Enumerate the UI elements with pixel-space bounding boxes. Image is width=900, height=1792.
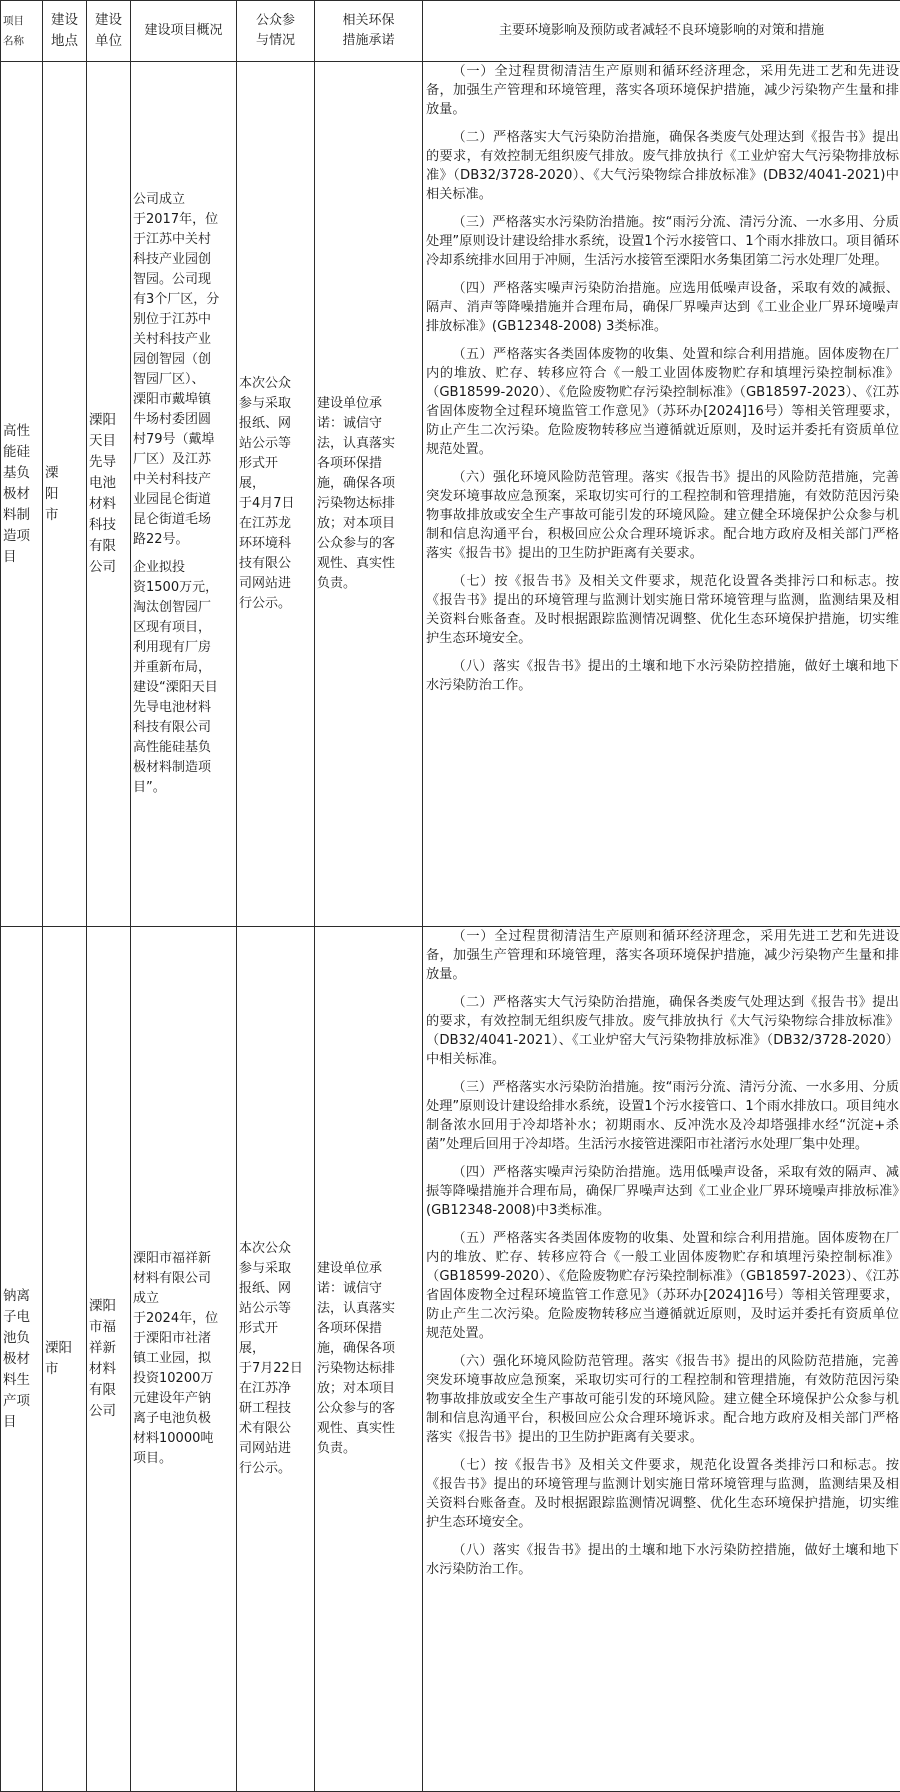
header-overview: 建设项目概况 — [131, 1, 237, 62]
measure-item: （四）严格落实噪声污染防治措施。应选用低噪声设备，采取有效的减振、隔声、消声等降噪措施并合理布局，确保厂界噪声达到《工业企业厂界环境噪声排放标准》(GB12348-2008) 3类标准。 — [426, 279, 899, 336]
header-project-name: 项目 名称 — [1, 1, 43, 62]
header-promise: 相关环保 措施承诺 — [315, 1, 423, 62]
measure-item: （一）全过程贯彻清洁生产原则和循环经济理念，采用先进工艺和先进设备，加强生产管理和环境管理，落实各项环境保护措施，减少污染物产生量和排放量。 — [426, 927, 899, 984]
overview-cell — [131, 62, 237, 927]
overview-paragraph: 企业拟投 资1500万元， 淘汰创智园厂 区现有项目， 利用现有厂房 并重新布局， 建设“溧阳天目 先导电池材料 科技有限公司 高性能硅基负 极材料制造项 目”。 — [133, 558, 234, 798]
measure-item: （八）落实《报告书》提出的土壤和地下水污染防控措施，做好土壤和地下水污染防治工作。 — [426, 1541, 899, 1579]
promise-cell: 建设单位承 诺：诚信守 法，认真落实 各项环保措 施，确保各项 污染物达标排 放；对本项目 公众参与的客 观性、真实性 负责。 — [315, 927, 423, 1792]
measure-item: （五）严格落实各类固体废物的收集、处置和综合利用措施。固体废物在厂内的堆放、贮存、转移应符合《一般工业固体废物贮存和填埋污染控制标准》（GB18599-2020）、《危险废物贮存污染控制标准》（GB18597-2023）、《江苏省固体废物全过程环境监管工作意见》（苏环办[2024]16号）等相关管理要求，防止产生二次污染。危险废物转移应当遵循就近原则，及时运并委托有资质单位规范处置。 — [426, 1229, 899, 1343]
measure-item: （五）严格落实各类固体废物的收集、处置和综合利用措施。固体废物在厂内的堆放、贮存、转移应符合《一般工业固体废物贮存和填埋污染控制标准》（GB18599-2020）、《危险废物贮存污染控制标准》（GB18597-2023）、《江苏省固体废物全过程环境监管工作意见》（苏环办[2024]16号）等相关管理要求，防止产生二次污染。危险废物转移应当遵循就近原则，及时运并委托有资质单位规范处置。 — [426, 345, 899, 459]
measure-item: （二）严格落实大气污染防治措施，确保各类废气处理达到《报告书》提出的要求，有效控制无组织废气排放。废气排放执行《大气污染物综合排放标准》（DB32/4041-2021）、《工业炉窑大气污染物排放标准》（DB32/3728-2020）中相关标准。 — [426, 993, 899, 1069]
project-name-cell: 高性 能硅 基负 极材 料制 造项 目 — [1, 62, 43, 927]
measure-item: （六）强化环境风险防范管理。落实《报告书》提出的风险防范措施，完善突发环境事故应急预案，采取切实可行的工程控制和管理措施，有效防范因污染物事故排放或安全生产事故可能引发的环境风险。建立健全环境保护公众参与机制和信息沟通平台，积极回应公众合理环境诉求。配合地方政府及相关部门严格落实《报告书》提出的卫生防护距离有关要求。 — [426, 468, 899, 563]
promise-cell: 建设单位承 诺：诚信守 法，认真落实 各项环保措 施，确保各项 污染物达标排 放；对本项目 公众参与的客 观性、真实性 负责。 — [315, 62, 423, 927]
header-public-participation: 公众参 与情况 — [237, 1, 315, 62]
header-builder: 建设 单位 — [87, 1, 131, 62]
measure-item: （四）严格落实噪声污染防治措施。选用低噪声设备，采取有效的隔声、减振等降噪措施并合理布局，确保厂界噪声达到《工业企业厂界环境噪声排放标准》(GB12348-2008)中3类标准。 — [426, 1163, 899, 1220]
header-row — [1, 1, 900, 62]
header-location: 建设 地点 — [43, 1, 87, 62]
measures-cell — [423, 62, 900, 927]
measure-item: （七）按《报告书》及相关文件要求，规范化设置各类排污口和标志。按《报告书》提出的环境管理与监测计划实施日常环境管理与监测，监测结果及相关资料台账备查。及时根据跟踪监测情况调整、优化生态环境保护措施，切实维护生态环境安全。 — [426, 572, 899, 648]
overview-paragraph: 公司成立 于2017年，位 于江苏中关村 科技产业园创 智园。公司现 有3个厂区，分 别位于江苏中 关村科技产业 园创智园（创 智园厂区）、 溧阳市戴埠镇 牛场村委团圆 村79号（戴埠 厂区）及江苏 中关村科技产 业园昆仑街道 昆仑街道毛场 路22号。 — [133, 190, 234, 550]
measure-item: （七）按《报告书》及相关文件要求，规范化设置各类排污口和标志。按《报告书》提出的环境管理与监测计划实施日常环境管理与监测，监测结果及相关资料台账备查。及时根据跟踪监测情况调整、优化生态环境保护措施，切实维护生态环境安全。 — [426, 1456, 899, 1532]
measure-item: （三）严格落实水污染防治措施。按“雨污分流、清污分流、一水多用、分质处理”原则设计建设给排水系统，设置1个污水接管口、1个雨水排放口。项目纯水制备浓水回用于冷却塔补水；初期雨水、反冲洗水及冷却塔强排水经“沉淀+杀菌”处理后回用于冷却塔。生活污水接管进溧阳市社渚污水处理厂集中处理。 — [426, 1078, 899, 1154]
measure-item: （六）强化环境风险防范管理。落实《报告书》提出的风险防范措施，完善突发环境事故应急预案，采取切实可行的工程控制和管理措施，有效防范因污染物事故排放或安全生产事故可能引发的环境风险。建立健全环境保护公众参与机制和信息沟通平台，积极回应公众合理环境诉求。配合地方政府及相关部门严格落实《报告书》提出的卫生防护距离有关要求。 — [426, 1352, 899, 1447]
header-measures: 主要环境影响及预防或者减轻不良环境影响的对策和措施 — [423, 1, 900, 62]
overview-cell — [131, 927, 237, 1792]
measure-item: （一）全过程贯彻清洁生产原则和循环经济理念，采用先进工艺和先进设备，加强生产管理和环境管理，落实各项环境保护措施，减少污染物产生量和排放量。 — [426, 62, 899, 119]
public-participation-cell: 本次公众 参与采取 报纸、网 站公示等 形式开 展， 于7月22日 在江苏净 研工程技 术有限公 司网站进 行公示。 — [237, 927, 315, 1792]
project-name-cell: 钠离 子电 池负 极材 料生 产项 目 — [1, 927, 43, 1792]
overview-paragraph: 溧阳市福祥新 材料有限公司 成立 于2024年，位 于溧阳市社渚 镇工业园，拟 投资10200万 元建设年产钠 离子电池负极 材料10000吨 项目。 — [133, 1249, 234, 1469]
location-cell: 溧阳 市 — [43, 927, 87, 1792]
table-row — [1, 927, 900, 1792]
table-row — [1, 62, 900, 927]
builder-cell: 溧阳 市福 祥新 材料 有限 公司 — [87, 927, 131, 1792]
measures-cell — [423, 927, 900, 1792]
measure-item: （八）落实《报告书》提出的土壤和地下水污染防控措施，做好土壤和地下水污染防治工作。 — [426, 657, 899, 695]
public-participation-cell: 本次公众 参与采取 报纸、网 站公示等 形式开 展， 于4月7日 在江苏龙 环环境科 技有限公 司网站进 行公示。 — [237, 62, 315, 927]
measure-item: （二）严格落实大气污染防治措施，确保各类废气处理达到《报告书》提出的要求，有效控制无组织废气排放。废气排放执行《工业炉窑大气污染物排放标准》（DB32/3728-2020）、《大气污染物综合排放标准》(DB32/4041-2021)中相关标准。 — [426, 128, 899, 204]
location-cell: 溧 阳 市 — [43, 62, 87, 927]
builder-cell: 溧阳 天目 先导 电池 材料 科技 有限 公司 — [87, 62, 131, 927]
measure-item: （三）严格落实水污染防治措施。按“雨污分流、清污分流、一水多用、分质处理”原则设计建设给排水系统，设置1个污水接管口、1个雨水排放口。项目循环冷却系统排水回用于冲厕，生活污水接管至溧阳水务集团第二污水处理厂处理。 — [426, 213, 899, 270]
